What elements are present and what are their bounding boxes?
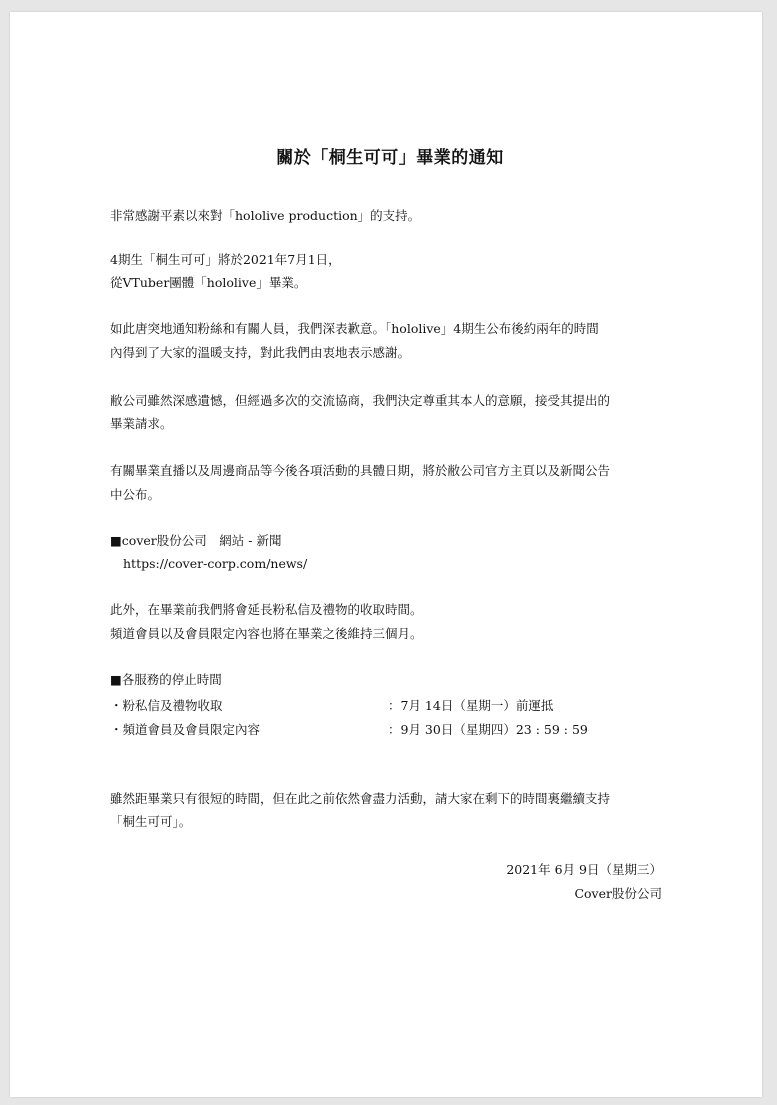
- document-title: 關於「桐生可可」畢業的通知: [276, 148, 504, 168]
- service-stop-time: ：7月 14日（星期一）前運抵: [388, 698, 554, 713]
- paragraph-apology-line-2: 內得到了大家的溫暖支持，對此我們由衷地表示感謝。: [110, 345, 411, 360]
- paragraph-extension-line-1: 此外，在畢業前我們將會延長粉私信及禮物的收取時間。: [110, 602, 423, 617]
- paragraph-schedule-line-1: 有關畢業直播以及周邊商品等今後各項活動的具體日期，將於敝公司官方主頁以及新聞公告: [110, 463, 611, 478]
- document-page: [10, 12, 762, 1097]
- paragraph-apology-line-1: 如此唐突地通知粉絲和有關人員，我們深表歉意。「hololive」4期生公布後約兩年的時間: [110, 321, 599, 336]
- paragraph-schedule-line-2: 中公布。: [110, 487, 161, 502]
- paragraph-decision-line-2: 畢業請求。: [110, 416, 173, 431]
- paragraph-extension-line-2: 頻道會員以及會員限定內容也將在畢業之後維持三個月。: [110, 626, 423, 641]
- news-link[interactable]: https://cover-corp.com/news/: [123, 556, 308, 571]
- services-heading: ■各服務的停止時間: [110, 672, 222, 687]
- paragraph-decision-line-1: 敝公司雖然深感遺憾，但經過多次的交流協商，我們決定尊重其本人的意願，接受其提出的: [110, 393, 611, 408]
- paragraph-announcement-line-2: 從VTuber團體「hololive」畢業。: [110, 275, 307, 290]
- service-name: ・頻道會員及會員限定內容: [110, 722, 261, 737]
- paragraph-closing-line-1: 雖然距畢業只有很短的時間，但在此之前依然會盡力活動，請大家在剩下的時間裏繼續支持: [110, 791, 611, 806]
- news-link-heading: ■cover股份公司 網站 - 新聞: [110, 533, 282, 548]
- service-name: ・粉私信及禮物收取: [110, 698, 223, 713]
- signature-date: 2021年 6月 9日（星期三）: [506, 862, 662, 877]
- paragraph-thanks: 非常感謝平素以來對「hololive production」的支持。: [110, 208, 421, 223]
- paragraph-closing-line-2: 「桐生可可」。: [110, 814, 192, 829]
- service-stop-time: ：9月 30日（星期四）23 : 59 : 59: [388, 722, 588, 737]
- signature-company: Cover股份公司: [574, 886, 662, 901]
- paragraph-announcement-line-1: 4期生「桐生可可」將於2021年7月1日，: [110, 252, 341, 267]
